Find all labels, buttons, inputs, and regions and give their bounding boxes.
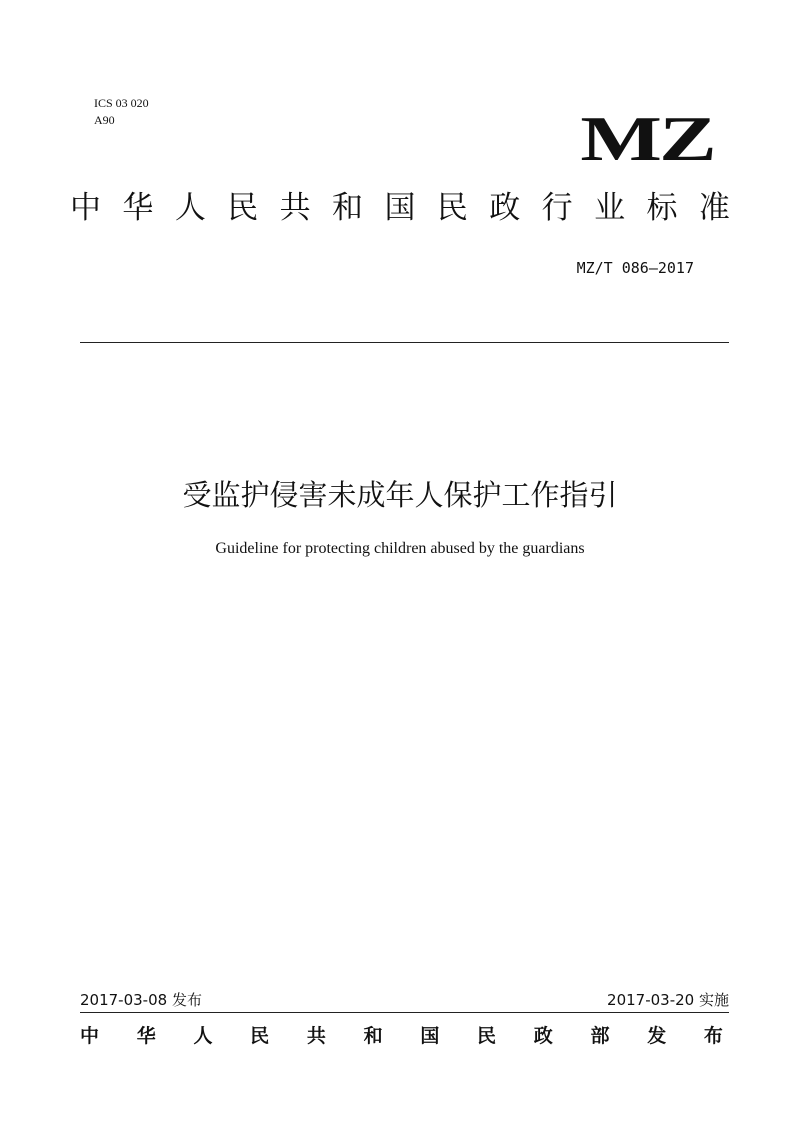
top-divider <box>80 342 729 343</box>
publisher-char: 国 <box>420 1025 440 1047</box>
standard-name-char: 和 <box>332 190 364 226</box>
publisher-char: 民 <box>477 1025 497 1047</box>
implementation-date: 2017-03-20 实施 <box>607 991 729 1009</box>
publisher-char: 部 <box>590 1025 610 1047</box>
standard-name-char: 国 <box>384 190 416 226</box>
classification-codes <box>94 95 149 129</box>
standard-category-name <box>70 188 730 228</box>
publisher-char: 华 <box>136 1025 156 1047</box>
standard-name-char: 政 <box>489 190 521 226</box>
standard-name-char: 业 <box>594 190 626 226</box>
publisher-char: 布 <box>703 1025 723 1047</box>
mz-logo: MZ <box>580 103 714 174</box>
standard-number: MZ/T 086—2017 <box>576 259 694 277</box>
standard-name-char: 民 <box>227 190 259 226</box>
publisher-char: 和 <box>363 1025 383 1047</box>
standard-name-char: 标 <box>646 190 678 226</box>
standard-name-char: 共 <box>279 190 311 226</box>
publisher-name <box>80 1023 723 1049</box>
bottom-divider <box>80 1012 729 1013</box>
standard-name-char: 人 <box>174 190 206 226</box>
issue-date: 2017-03-08 发布 <box>80 991 202 1009</box>
standard-name-char: 行 <box>541 190 573 226</box>
standard-name-char: 华 <box>122 190 154 226</box>
standard-name-char: 准 <box>698 190 730 226</box>
standard-name-char: 中 <box>70 190 101 226</box>
publisher-char: 人 <box>193 1025 213 1047</box>
document-title-chinese: 受监护侵害未成年人保护工作指引 <box>182 478 618 512</box>
document-title-english: Guideline for protecting children abused by the guardians <box>215 540 585 557</box>
publisher-char: 民 <box>250 1025 270 1047</box>
standard-name-char: 民 <box>436 190 468 226</box>
ics-code: ICS 03 020 <box>94 96 149 110</box>
publisher-char: 中 <box>80 1025 100 1047</box>
publisher-char: 发 <box>647 1025 667 1047</box>
publisher-char: 共 <box>306 1025 326 1047</box>
ccs-code: A90 <box>94 113 115 127</box>
publisher-char: 政 <box>533 1025 553 1047</box>
